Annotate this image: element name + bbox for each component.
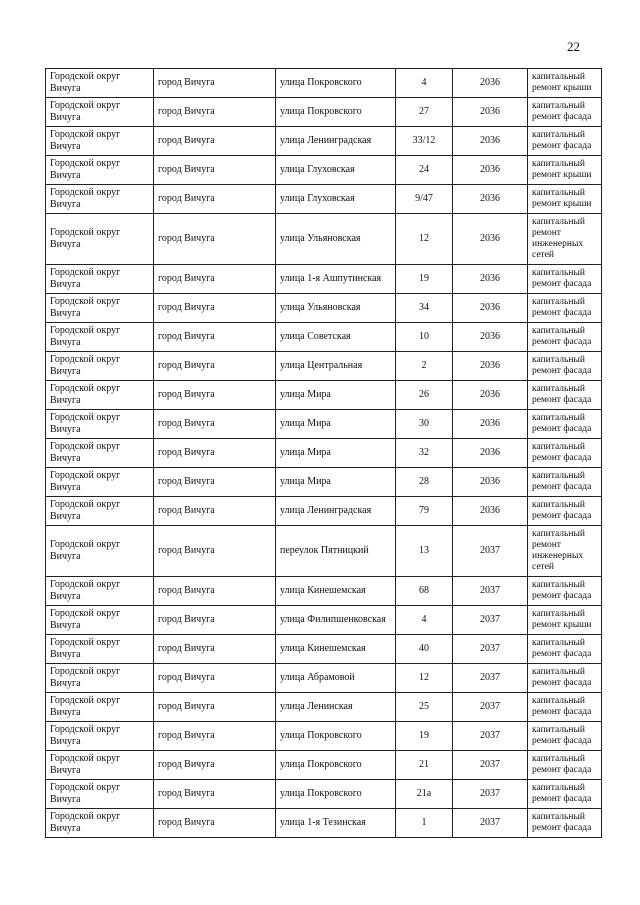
house-number-cell: 30 bbox=[396, 410, 453, 439]
year-cell: 2037 bbox=[453, 606, 528, 635]
city-cell: город Вичуга bbox=[154, 410, 276, 439]
house-number-cell: 19 bbox=[396, 265, 453, 294]
street-cell: улица Ульяновская bbox=[276, 214, 396, 265]
work-type-cell: капитальный ремонт инженерных сетей bbox=[528, 526, 602, 577]
district-cell: Городской округ Вичуга bbox=[46, 635, 154, 664]
city-cell: город Вичуга bbox=[154, 156, 276, 185]
table-row bbox=[46, 751, 602, 780]
house-number-cell: 25 bbox=[396, 693, 453, 722]
house-number-cell: 27 bbox=[396, 98, 453, 127]
city-cell: город Вичуга bbox=[154, 526, 276, 577]
house-number-cell: 4 bbox=[396, 606, 453, 635]
table-row bbox=[46, 294, 602, 323]
district-cell: Городской округ Вичуга bbox=[46, 497, 154, 526]
work-type-cell: капитальный ремонт фасада bbox=[528, 809, 602, 838]
year-cell: 2036 bbox=[453, 214, 528, 265]
year-cell: 2036 bbox=[453, 468, 528, 497]
table-row bbox=[46, 265, 602, 294]
work-type-cell: капитальный ремонт инженерных сетей bbox=[528, 214, 602, 265]
street-cell: улица Глуховская bbox=[276, 185, 396, 214]
district-cell: Городской округ Вичуга bbox=[46, 577, 154, 606]
district-cell: Городской округ Вичуга bbox=[46, 185, 154, 214]
district-cell: Городской округ Вичуга bbox=[46, 526, 154, 577]
house-number-cell: 24 bbox=[396, 156, 453, 185]
table-row bbox=[46, 468, 602, 497]
year-cell: 2037 bbox=[453, 809, 528, 838]
house-number-cell: 28 bbox=[396, 468, 453, 497]
table-row bbox=[46, 127, 602, 156]
street-cell: улица Центральная bbox=[276, 352, 396, 381]
house-number-cell: 68 bbox=[396, 577, 453, 606]
street-cell: улица Кинешемская bbox=[276, 577, 396, 606]
house-number-cell: 19 bbox=[396, 722, 453, 751]
work-type-cell: капитальный ремонт фасада bbox=[528, 323, 602, 352]
table-row bbox=[46, 780, 602, 809]
street-cell: улица Покровского bbox=[276, 751, 396, 780]
table-row bbox=[46, 98, 602, 127]
year-cell: 2036 bbox=[453, 352, 528, 381]
district-cell: Городской округ Вичуга bbox=[46, 606, 154, 635]
city-cell: город Вичуга bbox=[154, 323, 276, 352]
district-cell: Городской округ Вичуга bbox=[46, 693, 154, 722]
street-cell: улица Ленинградская bbox=[276, 127, 396, 156]
district-cell: Городской округ Вичуга bbox=[46, 751, 154, 780]
work-type-cell: капитальный ремонт крыши bbox=[528, 69, 602, 98]
street-cell: улица 1-я Ашпутинская bbox=[276, 265, 396, 294]
city-cell: город Вичуга bbox=[154, 69, 276, 98]
table-row bbox=[46, 381, 602, 410]
table-row bbox=[46, 185, 602, 214]
city-cell: город Вичуга bbox=[154, 751, 276, 780]
year-cell: 2036 bbox=[453, 69, 528, 98]
work-type-cell: капитальный ремонт фасада bbox=[528, 722, 602, 751]
street-cell: улица Ленинская bbox=[276, 693, 396, 722]
year-cell: 2036 bbox=[453, 439, 528, 468]
house-number-cell: 4 bbox=[396, 69, 453, 98]
house-number-cell: 32 bbox=[396, 439, 453, 468]
page-number: 22 bbox=[567, 39, 580, 54]
city-cell: город Вичуга bbox=[154, 635, 276, 664]
work-type-cell: капитальный ремонт фасада bbox=[528, 468, 602, 497]
city-cell: город Вичуга bbox=[154, 439, 276, 468]
city-cell: город Вичуга bbox=[154, 294, 276, 323]
district-cell: Городской округ Вичуга bbox=[46, 156, 154, 185]
street-cell: улица Ульяновская bbox=[276, 294, 396, 323]
work-type-cell: капитальный ремонт крыши bbox=[528, 156, 602, 185]
street-cell: улица Ленинградская bbox=[276, 497, 396, 526]
year-cell: 2036 bbox=[453, 323, 528, 352]
district-cell: Городской округ Вичуга bbox=[46, 809, 154, 838]
table-row bbox=[46, 722, 602, 751]
year-cell: 2036 bbox=[453, 156, 528, 185]
district-cell: Городской округ Вичуга bbox=[46, 352, 154, 381]
house-number-cell: 12 bbox=[396, 214, 453, 265]
district-cell: Городской округ Вичуга bbox=[46, 294, 154, 323]
year-cell: 2037 bbox=[453, 526, 528, 577]
city-cell: город Вичуга bbox=[154, 214, 276, 265]
city-cell: город Вичуга bbox=[154, 185, 276, 214]
city-cell: город Вичуга bbox=[154, 780, 276, 809]
table-body bbox=[46, 69, 602, 838]
district-cell: Городской округ Вичуга bbox=[46, 323, 154, 352]
city-cell: город Вичуга bbox=[154, 809, 276, 838]
city-cell: город Вичуга bbox=[154, 577, 276, 606]
street-cell: улица Советская bbox=[276, 323, 396, 352]
street-cell: улица Покровского bbox=[276, 98, 396, 127]
district-cell: Городской округ Вичуга bbox=[46, 439, 154, 468]
district-cell: Городской округ Вичуга bbox=[46, 127, 154, 156]
table-row bbox=[46, 69, 602, 98]
work-type-cell: капитальный ремонт фасада bbox=[528, 497, 602, 526]
house-number-cell: 33/12 bbox=[396, 127, 453, 156]
house-number-cell: 2 bbox=[396, 352, 453, 381]
work-type-cell: капитальный ремонт крыши bbox=[528, 606, 602, 635]
city-cell: город Вичуга bbox=[154, 127, 276, 156]
street-cell: улица Кинешемская bbox=[276, 635, 396, 664]
house-number-cell: 13 bbox=[396, 526, 453, 577]
district-cell: Городской округ Вичуга bbox=[46, 265, 154, 294]
year-cell: 2037 bbox=[453, 780, 528, 809]
year-cell: 2036 bbox=[453, 185, 528, 214]
city-cell: город Вичуга bbox=[154, 497, 276, 526]
city-cell: город Вичуга bbox=[154, 693, 276, 722]
work-type-cell: капитальный ремонт фасада bbox=[528, 693, 602, 722]
year-cell: 2036 bbox=[453, 381, 528, 410]
house-number-cell: 34 bbox=[396, 294, 453, 323]
year-cell: 2037 bbox=[453, 722, 528, 751]
district-cell: Городской округ Вичуга bbox=[46, 381, 154, 410]
work-type-cell: капитальный ремонт фасада bbox=[528, 577, 602, 606]
year-cell: 2036 bbox=[453, 497, 528, 526]
district-cell: Городской округ Вичуга bbox=[46, 780, 154, 809]
street-cell: улица Мира bbox=[276, 381, 396, 410]
year-cell: 2036 bbox=[453, 294, 528, 323]
work-type-cell: капитальный ремонт фасада bbox=[528, 780, 602, 809]
street-cell: улица Покровского bbox=[276, 69, 396, 98]
work-type-cell: капитальный ремонт фасада bbox=[528, 352, 602, 381]
city-cell: город Вичуга bbox=[154, 352, 276, 381]
house-number-cell: 10 bbox=[396, 323, 453, 352]
house-number-cell: 12 bbox=[396, 664, 453, 693]
year-cell: 2037 bbox=[453, 577, 528, 606]
table-row bbox=[46, 156, 602, 185]
street-cell: улица Мира bbox=[276, 410, 396, 439]
district-cell: Городской округ Вичуга bbox=[46, 98, 154, 127]
work-type-cell: капитальный ремонт фасада bbox=[528, 381, 602, 410]
table-row bbox=[46, 664, 602, 693]
table-row bbox=[46, 439, 602, 468]
work-type-cell: капитальный ремонт фасада bbox=[528, 751, 602, 780]
district-cell: Городской округ Вичуга bbox=[46, 664, 154, 693]
year-cell: 2036 bbox=[453, 127, 528, 156]
city-cell: город Вичуга bbox=[154, 664, 276, 693]
city-cell: город Вичуга bbox=[154, 265, 276, 294]
city-cell: город Вичуга bbox=[154, 722, 276, 751]
street-cell: улица 1-я Тезинская bbox=[276, 809, 396, 838]
street-cell: переулок Пятницкий bbox=[276, 526, 396, 577]
district-cell: Городской округ Вичуга bbox=[46, 69, 154, 98]
table-row bbox=[46, 323, 602, 352]
city-cell: город Вичуга bbox=[154, 98, 276, 127]
table-row bbox=[46, 606, 602, 635]
year-cell: 2036 bbox=[453, 98, 528, 127]
year-cell: 2037 bbox=[453, 664, 528, 693]
work-type-cell: капитальный ремонт фасада bbox=[528, 439, 602, 468]
year-cell: 2037 bbox=[453, 751, 528, 780]
year-cell: 2037 bbox=[453, 693, 528, 722]
year-cell: 2036 bbox=[453, 265, 528, 294]
city-cell: город Вичуга bbox=[154, 468, 276, 497]
work-type-cell: капитальный ремонт фасада bbox=[528, 127, 602, 156]
work-type-cell: капитальный ремонт фасада bbox=[528, 410, 602, 439]
table-row bbox=[46, 693, 602, 722]
district-cell: Городской округ Вичуга bbox=[46, 214, 154, 265]
street-cell: улица Покровского bbox=[276, 722, 396, 751]
table-row bbox=[46, 526, 602, 577]
street-cell: улица Филипшенковская bbox=[276, 606, 396, 635]
work-type-cell: капитальный ремонт фасада bbox=[528, 98, 602, 127]
house-number-cell: 1 bbox=[396, 809, 453, 838]
repair-schedule-table bbox=[45, 68, 602, 838]
house-number-cell: 21а bbox=[396, 780, 453, 809]
district-cell: Городской округ Вичуга bbox=[46, 722, 154, 751]
table-row bbox=[46, 497, 602, 526]
house-number-cell: 21 bbox=[396, 751, 453, 780]
work-type-cell: капитальный ремонт фасада bbox=[528, 265, 602, 294]
street-cell: улица Глуховская bbox=[276, 156, 396, 185]
work-type-cell: капитальный ремонт фасада bbox=[528, 664, 602, 693]
table-row bbox=[46, 577, 602, 606]
street-cell: улица Мира bbox=[276, 439, 396, 468]
district-cell: Городской округ Вичуга bbox=[46, 468, 154, 497]
table-row bbox=[46, 214, 602, 265]
table-row bbox=[46, 809, 602, 838]
house-number-cell: 79 bbox=[396, 497, 453, 526]
district-cell: Городской округ Вичуга bbox=[46, 410, 154, 439]
year-cell: 2037 bbox=[453, 635, 528, 664]
table-row bbox=[46, 410, 602, 439]
year-cell: 2036 bbox=[453, 410, 528, 439]
work-type-cell: капитальный ремонт фасада bbox=[528, 635, 602, 664]
house-number-cell: 9/47 bbox=[396, 185, 453, 214]
street-cell: улица Покровского bbox=[276, 780, 396, 809]
house-number-cell: 26 bbox=[396, 381, 453, 410]
city-cell: город Вичуга bbox=[154, 606, 276, 635]
work-type-cell: капитальный ремонт фасада bbox=[528, 294, 602, 323]
street-cell: улица Мира bbox=[276, 468, 396, 497]
table-row bbox=[46, 635, 602, 664]
house-number-cell: 40 bbox=[396, 635, 453, 664]
street-cell: улица Абрамовой bbox=[276, 664, 396, 693]
table-row bbox=[46, 352, 602, 381]
work-type-cell: капитальный ремонт крыши bbox=[528, 185, 602, 214]
city-cell: город Вичуга bbox=[154, 381, 276, 410]
